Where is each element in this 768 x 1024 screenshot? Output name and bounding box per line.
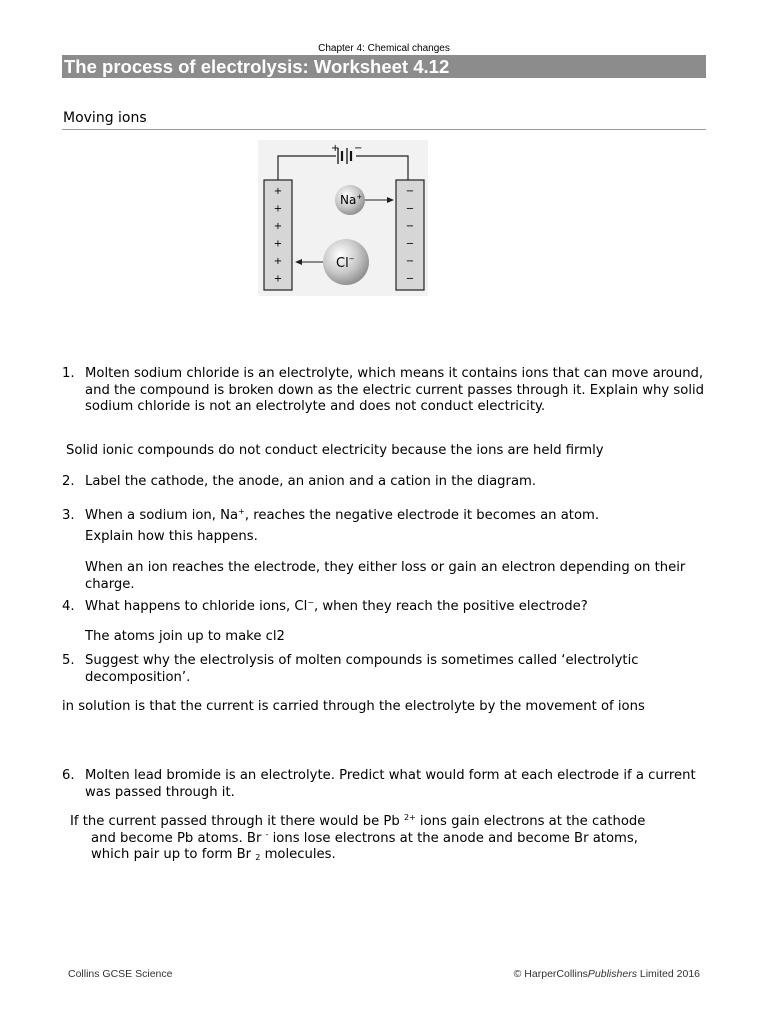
anode-plus-sign: + xyxy=(273,238,283,250)
answer-6-line1: If the current passed through it there would be Pb $^{2+}$ ions gain electrons at the cathode xyxy=(70,813,646,829)
anode-plus-sign: + xyxy=(273,273,283,285)
section-divider xyxy=(62,129,706,130)
section-title: Moving ions xyxy=(63,110,147,126)
answer-4: The atoms join up to make cl2 xyxy=(85,629,285,644)
answer-3: When an ion reaches the electrode, they either loss or gain an electron depending on their charge. xyxy=(85,560,686,592)
question-text: What happens to chloride ions, Cl−, when they reach the positive electrode? xyxy=(85,598,588,614)
chapter-heading: Chapter 4: Chemical changes xyxy=(318,43,450,54)
answer-6 xyxy=(70,814,720,864)
question-1 xyxy=(62,366,712,416)
anode-plus-sign: + xyxy=(273,256,283,267)
question-text-line2: Explain how this happens. xyxy=(85,528,258,544)
anode-plus-sign: + xyxy=(273,186,283,197)
chloride-ion-label: Cl− xyxy=(336,255,355,271)
question-number: 5. xyxy=(62,653,75,668)
sodium-ion-label: Na+ xyxy=(340,193,363,207)
battery-plus-label: + xyxy=(331,143,340,154)
cathode-minus-sign: − xyxy=(405,203,415,215)
question-number: 4. xyxy=(62,599,75,614)
answer-6-line3: which pair up to form Br $_2$ molecules. xyxy=(91,847,336,862)
answer-6-line2: and become Pb atoms. Br - ions lose electrons at the anode and become Br atoms, xyxy=(91,829,638,846)
answer-5: in solution is that the current is carried through the electrolyte by the movement of ions xyxy=(62,699,645,714)
battery-minus-label: − xyxy=(354,143,363,154)
question-3 xyxy=(62,508,712,545)
question-text: Label the cathode, the anode, an anion and a cation in the diagram. xyxy=(85,474,537,489)
question-number: 2. xyxy=(62,474,75,489)
question-text: Molten lead bromide is an electrolyte. Predict what would form at each electrode if a current was passed through it. xyxy=(85,768,696,800)
question-2 xyxy=(62,474,712,491)
question-4 xyxy=(62,599,712,616)
question-number: 6. xyxy=(62,768,75,783)
cathode-minus-sign: − xyxy=(405,221,415,232)
question-5 xyxy=(62,653,712,686)
footer-copyright: © HarperCollinsPublishers Limited 2016 xyxy=(513,968,700,980)
cathode-minus-sign: − xyxy=(405,273,415,285)
anode-plus-sign: + xyxy=(273,203,283,215)
question-number: 1. xyxy=(62,366,75,381)
question-text: When a sodium ion, Na+, reaches the negative electrode it becomes an atom. xyxy=(85,507,600,523)
cathode-minus-sign: − xyxy=(405,186,415,197)
cathode-minus-sign: − xyxy=(405,256,415,267)
worksheet-title: The process of electrolysis: Worksheet 4.12 xyxy=(64,56,450,77)
footer-publisher-series: Collins GCSE Science xyxy=(68,968,173,980)
answer-1: Solid ionic compounds do not conduct electricity because the ions are held firmly xyxy=(66,443,604,458)
anode-plus-sign: + xyxy=(273,221,283,232)
question-text: Molten sodium chloride is an electrolyte, which means it contains ions that can move around, and the compound is broken down as the electric current passes through it. Explain why solid sodium chloride is not an electrolyte and does not conduct electricity. xyxy=(85,366,705,414)
question-text: Suggest why the electrolysis of molten compounds is sometimes called ‘electrolytic decomposition’. xyxy=(85,653,639,685)
question-6 xyxy=(62,768,712,801)
cathode-minus-sign: − xyxy=(405,238,415,250)
question-number: 3. xyxy=(62,508,75,523)
electrolysis-diagram xyxy=(258,140,428,296)
